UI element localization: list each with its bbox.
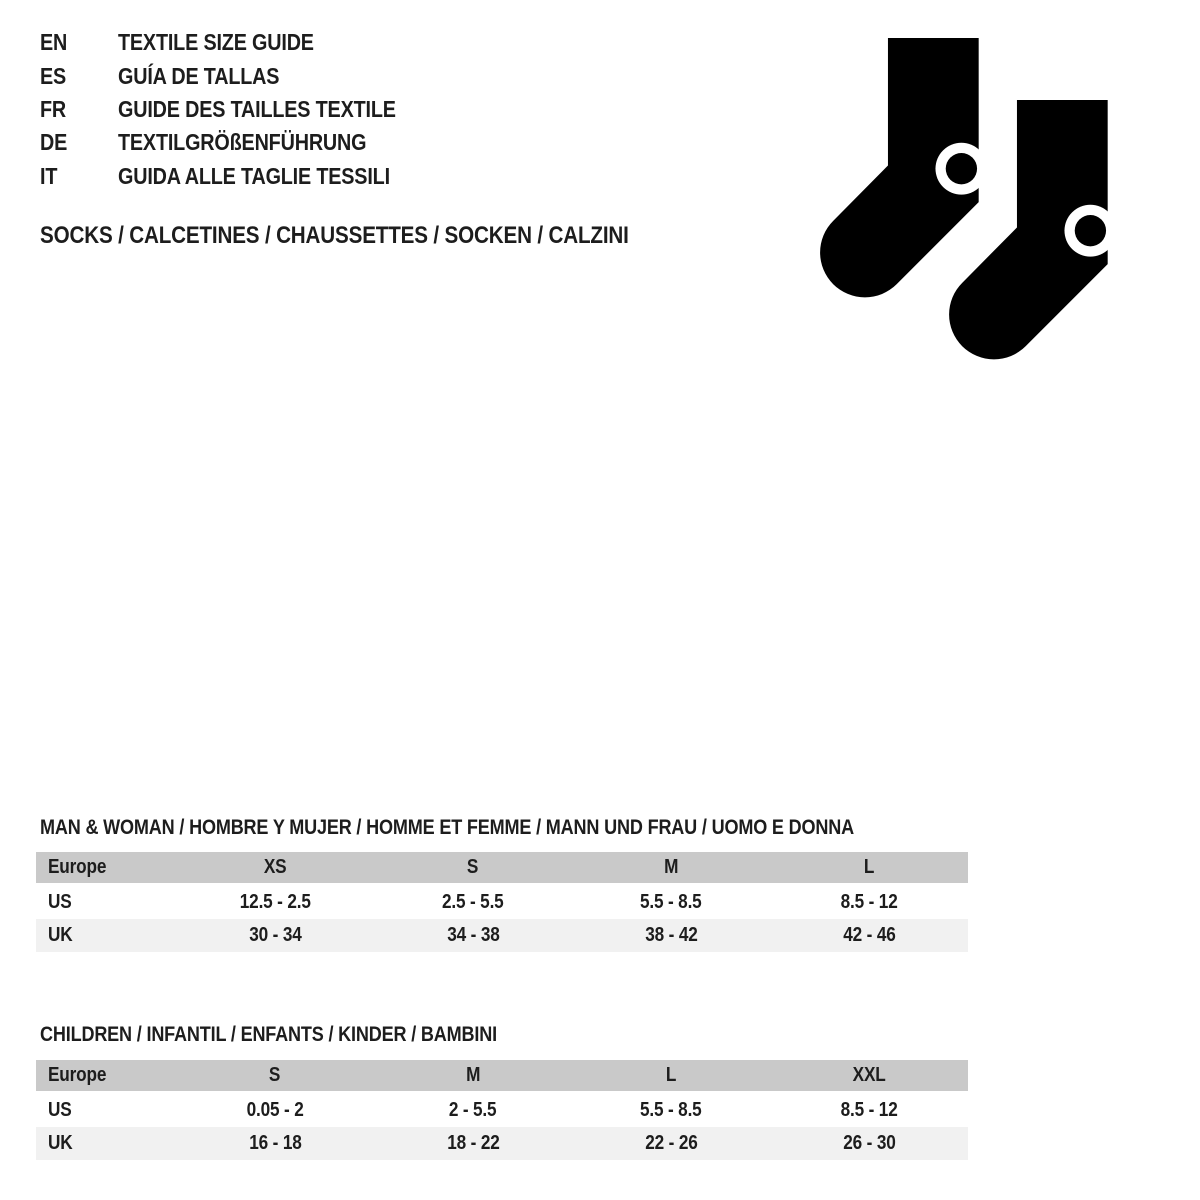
cell-value bbox=[176, 1099, 374, 1122]
header-cell-region bbox=[36, 856, 176, 879]
header-cell-text: S bbox=[269, 1064, 281, 1086]
row-label-text: UK bbox=[48, 924, 73, 946]
cell-text: 8.5 - 12 bbox=[840, 1099, 898, 1121]
table-row-uk bbox=[36, 919, 968, 952]
language-row-es bbox=[40, 59, 441, 92]
cell-text: 34 - 38 bbox=[446, 924, 500, 946]
guide-title-en: TEXTILE SIZE GUIDE bbox=[118, 29, 314, 56]
cell-text: 38 - 42 bbox=[644, 924, 698, 946]
cell-text: 5.5 - 8.5 bbox=[640, 891, 702, 913]
language-title-list bbox=[40, 26, 441, 193]
cell-text: 8.5 - 12 bbox=[840, 891, 898, 913]
header-cell-text: Europe bbox=[48, 856, 107, 878]
cell-value bbox=[572, 1132, 770, 1155]
cell-value bbox=[374, 1099, 572, 1122]
cell-text: 16 - 18 bbox=[248, 1132, 302, 1154]
header-cell-text: L bbox=[863, 856, 875, 878]
table-row-uk bbox=[36, 1127, 968, 1160]
header-cell-size-xs bbox=[176, 856, 374, 879]
header-cell-text: XS bbox=[263, 856, 287, 878]
cell-value bbox=[374, 891, 572, 914]
header-cell-size-s bbox=[374, 856, 572, 879]
table-header-row bbox=[36, 852, 968, 886]
header-cell-size-m bbox=[374, 1064, 572, 1087]
header-cell-text: M bbox=[465, 1064, 481, 1086]
header-cell-size-s bbox=[176, 1064, 374, 1087]
cell-value bbox=[770, 1099, 968, 1122]
size-table-man-woman bbox=[36, 852, 968, 952]
cell-text: 5.5 - 8.5 bbox=[640, 1099, 702, 1121]
row-label-text: UK bbox=[48, 1132, 73, 1154]
language-row-fr bbox=[40, 93, 441, 126]
section-title-man-woman bbox=[40, 816, 987, 840]
cell-value bbox=[572, 891, 770, 914]
header-cell-size-l bbox=[770, 856, 968, 879]
guide-title-es: GUÍA DE TALLAS bbox=[118, 62, 280, 89]
guide-title-it: GUIDA ALLE TAGLIE TESSILI bbox=[118, 162, 390, 189]
header-cell-size-m bbox=[572, 856, 770, 879]
cell-text: 2.5 - 5.5 bbox=[442, 891, 504, 913]
header-cell-size-xxl bbox=[770, 1064, 968, 1087]
size-table-children bbox=[36, 1060, 968, 1160]
row-label bbox=[36, 891, 176, 914]
cell-text: 30 - 34 bbox=[248, 924, 302, 946]
product-category-line bbox=[40, 222, 725, 250]
header-cell-text: Europe bbox=[48, 1064, 107, 1086]
cell-value bbox=[176, 924, 374, 947]
cell-text: 22 - 26 bbox=[644, 1132, 698, 1154]
row-label-text: US bbox=[48, 891, 72, 913]
guide-title-fr: GUIDE DES TAILLES TEXTILE bbox=[118, 95, 396, 122]
cell-value bbox=[770, 891, 968, 914]
cell-text: 18 - 22 bbox=[446, 1132, 500, 1154]
table-row-us bbox=[36, 1094, 968, 1127]
table-row-us bbox=[36, 886, 968, 919]
language-row-it bbox=[40, 160, 441, 193]
header-cell-region bbox=[36, 1064, 176, 1087]
cell-text: 12.5 - 2.5 bbox=[239, 891, 311, 913]
row-label bbox=[36, 924, 176, 947]
section-title-text: CHILDREN / INFANTIL / ENFANTS / KINDER / BAMBINI bbox=[40, 1023, 497, 1046]
language-row-en bbox=[40, 26, 441, 59]
header-cell-size-l bbox=[572, 1064, 770, 1087]
language-code: IT bbox=[40, 162, 58, 189]
cell-text: 42 - 46 bbox=[842, 924, 896, 946]
row-label bbox=[36, 1132, 176, 1155]
row-label bbox=[36, 1099, 176, 1122]
cell-text: 26 - 30 bbox=[842, 1132, 896, 1154]
language-code: FR bbox=[40, 95, 67, 122]
language-code: EN bbox=[40, 29, 68, 56]
product-category-text: SOCKS / CALCETINES / CHAUSSETTES / SOCKEN / CALZINI bbox=[40, 222, 629, 249]
cell-value bbox=[770, 1132, 968, 1155]
header-cell-text: XXL bbox=[852, 1064, 886, 1086]
guide-title-de: TEXTILGRÖßENFÜHRUNG bbox=[118, 129, 367, 156]
header-cell-text: S bbox=[467, 856, 479, 878]
cell-value bbox=[176, 1132, 374, 1155]
section-title-text: MAN & WOMAN / HOMBRE Y MUJER / HOMME ET FEMME / MANN UND FRAU / UOMO E DONNA bbox=[40, 816, 855, 839]
header-cell-text: M bbox=[663, 856, 679, 878]
header-cell-text: L bbox=[665, 1064, 677, 1086]
language-code: ES bbox=[40, 62, 67, 89]
cell-text: 2 - 5.5 bbox=[449, 1099, 497, 1121]
section-title-children bbox=[40, 1023, 571, 1047]
cell-value bbox=[374, 1132, 572, 1155]
cell-value bbox=[374, 924, 572, 947]
language-row-de bbox=[40, 126, 441, 159]
table-header-row bbox=[36, 1060, 968, 1094]
socks-icon bbox=[810, 28, 1122, 364]
cell-value bbox=[572, 1099, 770, 1122]
row-label-text: US bbox=[48, 1099, 72, 1121]
cell-value bbox=[176, 891, 374, 914]
language-code: DE bbox=[40, 129, 68, 156]
cell-value bbox=[770, 924, 968, 947]
cell-value bbox=[572, 924, 770, 947]
cell-text: 0.05 - 2 bbox=[246, 1099, 304, 1121]
